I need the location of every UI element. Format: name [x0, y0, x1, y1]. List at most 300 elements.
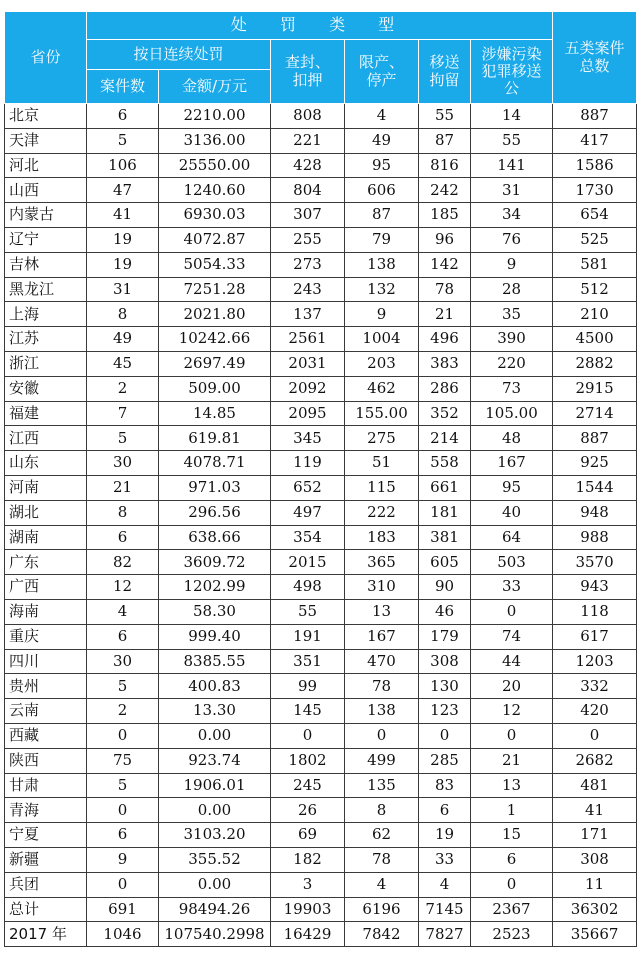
cell-case-count: 30 — [87, 649, 159, 674]
cell-limit-stop: 9 — [345, 302, 419, 327]
table-row — [5, 897, 637, 922]
cell-amount: 4078.71 — [159, 451, 271, 476]
cell-province: 江西 — [5, 426, 87, 451]
cell-seal-seize: 497 — [271, 500, 345, 525]
cell-amount: 98494.26 — [159, 897, 271, 922]
cell-crime-transfer: 76 — [471, 227, 553, 252]
cell-crime-transfer: 2367 — [471, 897, 553, 922]
cell-total-five: 1586 — [553, 153, 637, 178]
cell-seal-seize: 2561 — [271, 327, 345, 352]
table-row — [5, 847, 637, 872]
cell-province: 海南 — [5, 599, 87, 624]
cell-total-five: 41 — [553, 798, 637, 823]
cell-province: 2017 年 — [5, 922, 87, 947]
cell-seal-seize: 498 — [271, 575, 345, 600]
cell-transfer-detain: 496 — [419, 327, 471, 352]
cell-seal-seize: 145 — [271, 699, 345, 724]
cell-seal-seize: 351 — [271, 649, 345, 674]
cell-crime-transfer: 12 — [471, 699, 553, 724]
cell-transfer-detain: 90 — [419, 575, 471, 600]
cell-total-five: 581 — [553, 252, 637, 277]
cell-province: 陕西 — [5, 748, 87, 773]
cell-seal-seize: 119 — [271, 451, 345, 476]
cell-total-five: 887 — [553, 104, 637, 129]
cell-crime-transfer: 13 — [471, 773, 553, 798]
cell-seal-seize: 221 — [271, 128, 345, 153]
cell-amount: 296.56 — [159, 500, 271, 525]
cell-limit-stop: 51 — [345, 451, 419, 476]
cell-seal-seize: 345 — [271, 426, 345, 451]
table-row — [5, 153, 637, 178]
cell-total-five: 887 — [553, 426, 637, 451]
cell-amount: 3609.72 — [159, 550, 271, 575]
cell-province: 河北 — [5, 153, 87, 178]
cell-seal-seize: 137 — [271, 302, 345, 327]
cell-province: 宁夏 — [5, 823, 87, 848]
cell-transfer-detain: 352 — [419, 401, 471, 426]
cell-transfer-detain: 19 — [419, 823, 471, 848]
cell-total-five: 420 — [553, 699, 637, 724]
cell-amount: 25550.00 — [159, 153, 271, 178]
cell-case-count: 0 — [87, 798, 159, 823]
table-header — [5, 12, 637, 104]
cell-province: 兵团 — [5, 872, 87, 897]
cell-crime-transfer: 105.00 — [471, 401, 553, 426]
cell-crime-transfer: 15 — [471, 823, 553, 848]
cell-crime-transfer: 9 — [471, 252, 553, 277]
cell-case-count: 5 — [87, 426, 159, 451]
cell-transfer-detain: 605 — [419, 550, 471, 575]
cell-transfer-detain: 308 — [419, 649, 471, 674]
header-daily-penalty: 按日连续处罚 — [87, 40, 271, 70]
cell-province: 甘肃 — [5, 773, 87, 798]
header-case-count: 案件数 — [87, 70, 159, 104]
cell-case-count: 0 — [87, 872, 159, 897]
cell-transfer-detain: 816 — [419, 153, 471, 178]
cell-province: 青海 — [5, 798, 87, 823]
cell-amount: 1906.01 — [159, 773, 271, 798]
cell-crime-transfer: 167 — [471, 451, 553, 476]
cell-amount: 8385.55 — [159, 649, 271, 674]
penalty-statistics-table — [4, 11, 637, 947]
cell-crime-transfer: 0 — [471, 599, 553, 624]
cell-province: 河南 — [5, 475, 87, 500]
cell-case-count: 6 — [87, 525, 159, 550]
table-row — [5, 475, 637, 500]
cell-case-count: 2 — [87, 699, 159, 724]
table-row — [5, 599, 637, 624]
cell-total-five: 943 — [553, 575, 637, 600]
cell-crime-transfer: 55 — [471, 128, 553, 153]
header-crime-transfer: 涉嫌污染犯罪移送公 — [471, 40, 553, 104]
cell-limit-stop: 183 — [345, 525, 419, 550]
cell-case-count: 21 — [87, 475, 159, 500]
cell-limit-stop: 365 — [345, 550, 419, 575]
cell-crime-transfer: 33 — [471, 575, 553, 600]
cell-transfer-detain: 181 — [419, 500, 471, 525]
cell-case-count: 6 — [87, 624, 159, 649]
cell-amount: 2697.49 — [159, 351, 271, 376]
cell-crime-transfer: 20 — [471, 674, 553, 699]
cell-case-count: 106 — [87, 153, 159, 178]
cell-seal-seize: 191 — [271, 624, 345, 649]
cell-crime-transfer: 6 — [471, 847, 553, 872]
cell-total-five: 1203 — [553, 649, 637, 674]
cell-transfer-detain: 286 — [419, 376, 471, 401]
cell-amount: 7251.28 — [159, 277, 271, 302]
header-transfer-detain: 移送拘留 — [419, 40, 471, 104]
cell-limit-stop: 138 — [345, 252, 419, 277]
cell-crime-transfer: 74 — [471, 624, 553, 649]
cell-limit-stop: 79 — [345, 227, 419, 252]
cell-amount: 1240.60 — [159, 178, 271, 203]
table-row — [5, 575, 637, 600]
cell-limit-stop: 499 — [345, 748, 419, 773]
cell-total-five: 512 — [553, 277, 637, 302]
cell-amount: 400.83 — [159, 674, 271, 699]
cell-transfer-detain: 242 — [419, 178, 471, 203]
cell-province: 总计 — [5, 897, 87, 922]
cell-amount: 58.30 — [159, 599, 271, 624]
cell-seal-seize: 69 — [271, 823, 345, 848]
cell-limit-stop: 0 — [345, 723, 419, 748]
cell-limit-stop: 78 — [345, 674, 419, 699]
cell-seal-seize: 16429 — [271, 922, 345, 947]
cell-crime-transfer: 0 — [471, 872, 553, 897]
cell-transfer-detain: 185 — [419, 203, 471, 228]
cell-case-count: 8 — [87, 302, 159, 327]
table-row — [5, 674, 637, 699]
cell-case-count: 691 — [87, 897, 159, 922]
table-row — [5, 922, 637, 947]
table-row — [5, 624, 637, 649]
cell-seal-seize: 243 — [271, 277, 345, 302]
cell-amount: 107540.2998 — [159, 922, 271, 947]
cell-seal-seize: 273 — [271, 252, 345, 277]
cell-crime-transfer: 73 — [471, 376, 553, 401]
cell-seal-seize: 55 — [271, 599, 345, 624]
cell-province: 山东 — [5, 451, 87, 476]
cell-transfer-detain: 7145 — [419, 897, 471, 922]
cell-limit-stop: 222 — [345, 500, 419, 525]
cell-transfer-detain: 6 — [419, 798, 471, 823]
cell-crime-transfer: 390 — [471, 327, 553, 352]
cell-case-count: 30 — [87, 451, 159, 476]
cell-seal-seize: 2015 — [271, 550, 345, 575]
cell-province: 福建 — [5, 401, 87, 426]
cell-transfer-detain: 179 — [419, 624, 471, 649]
cell-seal-seize: 255 — [271, 227, 345, 252]
cell-total-five: 332 — [553, 674, 637, 699]
cell-case-count: 49 — [87, 327, 159, 352]
table-row — [5, 798, 637, 823]
cell-case-count: 5 — [87, 674, 159, 699]
cell-amount: 971.03 — [159, 475, 271, 500]
cell-province: 云南 — [5, 699, 87, 724]
table-row — [5, 252, 637, 277]
cell-total-five: 925 — [553, 451, 637, 476]
cell-total-five: 0 — [553, 723, 637, 748]
cell-amount: 923.74 — [159, 748, 271, 773]
cell-transfer-detain: 46 — [419, 599, 471, 624]
cell-amount: 4072.87 — [159, 227, 271, 252]
cell-total-five: 617 — [553, 624, 637, 649]
cell-amount: 0.00 — [159, 723, 271, 748]
cell-case-count: 2 — [87, 376, 159, 401]
cell-transfer-detain: 4 — [419, 872, 471, 897]
cell-limit-stop: 13 — [345, 599, 419, 624]
cell-limit-stop: 470 — [345, 649, 419, 674]
cell-amount: 6930.03 — [159, 203, 271, 228]
cell-province: 四川 — [5, 649, 87, 674]
cell-seal-seize: 354 — [271, 525, 345, 550]
cell-limit-stop: 115 — [345, 475, 419, 500]
cell-case-count: 4 — [87, 599, 159, 624]
cell-crime-transfer: 34 — [471, 203, 553, 228]
cell-crime-transfer: 31 — [471, 178, 553, 203]
table-row — [5, 376, 637, 401]
penalty-table-container — [4, 11, 636, 947]
cell-total-five: 3570 — [553, 550, 637, 575]
cell-amount: 1202.99 — [159, 575, 271, 600]
cell-province: 安徽 — [5, 376, 87, 401]
cell-case-count: 5 — [87, 128, 159, 153]
cell-crime-transfer: 21 — [471, 748, 553, 773]
cell-transfer-detain: 142 — [419, 252, 471, 277]
cell-amount: 999.40 — [159, 624, 271, 649]
table-row — [5, 128, 637, 153]
cell-total-five: 654 — [553, 203, 637, 228]
cell-transfer-detain: 33 — [419, 847, 471, 872]
cell-seal-seize: 3 — [271, 872, 345, 897]
cell-total-five: 2915 — [553, 376, 637, 401]
cell-case-count: 7 — [87, 401, 159, 426]
cell-total-five: 2882 — [553, 351, 637, 376]
cell-amount: 3136.00 — [159, 128, 271, 153]
cell-total-five: 36302 — [553, 897, 637, 922]
cell-transfer-detain: 7827 — [419, 922, 471, 947]
cell-total-five: 481 — [553, 773, 637, 798]
cell-transfer-detain: 0 — [419, 723, 471, 748]
cell-limit-stop: 155.00 — [345, 401, 419, 426]
header-total-five: 五类案件总数 — [553, 12, 637, 104]
cell-seal-seize: 182 — [271, 847, 345, 872]
cell-limit-stop: 4 — [345, 872, 419, 897]
table-row — [5, 872, 637, 897]
cell-crime-transfer: 64 — [471, 525, 553, 550]
cell-total-five: 308 — [553, 847, 637, 872]
table-row — [5, 351, 637, 376]
cell-limit-stop: 4 — [345, 104, 419, 129]
cell-province: 湖南 — [5, 525, 87, 550]
cell-transfer-detain: 661 — [419, 475, 471, 500]
cell-province: 新疆 — [5, 847, 87, 872]
cell-crime-transfer: 503 — [471, 550, 553, 575]
cell-transfer-detain: 96 — [419, 227, 471, 252]
table-row — [5, 426, 637, 451]
cell-amount: 619.81 — [159, 426, 271, 451]
cell-province: 山西 — [5, 178, 87, 203]
table-row — [5, 500, 637, 525]
cell-province: 广西 — [5, 575, 87, 600]
table-row — [5, 227, 637, 252]
cell-province: 内蒙古 — [5, 203, 87, 228]
cell-province: 北京 — [5, 104, 87, 129]
cell-case-count: 75 — [87, 748, 159, 773]
cell-limit-stop: 7842 — [345, 922, 419, 947]
cell-province: 黑龙江 — [5, 277, 87, 302]
table-row — [5, 748, 637, 773]
cell-total-five: 35667 — [553, 922, 637, 947]
cell-amount: 14.85 — [159, 401, 271, 426]
cell-total-five: 525 — [553, 227, 637, 252]
cell-seal-seize: 2095 — [271, 401, 345, 426]
header-amount: 金额/万元 — [159, 70, 271, 104]
cell-seal-seize: 428 — [271, 153, 345, 178]
cell-case-count: 8 — [87, 500, 159, 525]
cell-case-count: 0 — [87, 723, 159, 748]
cell-case-count: 31 — [87, 277, 159, 302]
cell-crime-transfer: 48 — [471, 426, 553, 451]
cell-amount: 509.00 — [159, 376, 271, 401]
cell-case-count: 19 — [87, 252, 159, 277]
cell-crime-transfer: 44 — [471, 649, 553, 674]
cell-limit-stop: 135 — [345, 773, 419, 798]
table-row — [5, 203, 637, 228]
cell-transfer-detain: 214 — [419, 426, 471, 451]
table-row — [5, 649, 637, 674]
header-limit-stop: 限产、停产 — [345, 40, 419, 104]
cell-crime-transfer: 0 — [471, 723, 553, 748]
cell-seal-seize: 0 — [271, 723, 345, 748]
cell-amount: 355.52 — [159, 847, 271, 872]
cell-limit-stop: 95 — [345, 153, 419, 178]
cell-limit-stop: 87 — [345, 203, 419, 228]
cell-case-count: 12 — [87, 575, 159, 600]
cell-limit-stop: 462 — [345, 376, 419, 401]
cell-case-count: 82 — [87, 550, 159, 575]
cell-seal-seize: 1802 — [271, 748, 345, 773]
cell-transfer-detain: 83 — [419, 773, 471, 798]
cell-crime-transfer: 35 — [471, 302, 553, 327]
cell-limit-stop: 6196 — [345, 897, 419, 922]
cell-transfer-detain: 130 — [419, 674, 471, 699]
cell-limit-stop: 1004 — [345, 327, 419, 352]
table-row — [5, 451, 637, 476]
cell-crime-transfer: 1 — [471, 798, 553, 823]
cell-crime-transfer: 14 — [471, 104, 553, 129]
cell-limit-stop: 49 — [345, 128, 419, 153]
cell-total-five: 4500 — [553, 327, 637, 352]
cell-province: 西藏 — [5, 723, 87, 748]
cell-seal-seize: 19903 — [271, 897, 345, 922]
cell-crime-transfer: 28 — [471, 277, 553, 302]
cell-seal-seize: 652 — [271, 475, 345, 500]
table-row — [5, 723, 637, 748]
cell-transfer-detain: 381 — [419, 525, 471, 550]
cell-limit-stop: 132 — [345, 277, 419, 302]
cell-crime-transfer: 95 — [471, 475, 553, 500]
cell-transfer-detain: 285 — [419, 748, 471, 773]
table-row — [5, 401, 637, 426]
cell-total-five: 1730 — [553, 178, 637, 203]
cell-transfer-detain: 87 — [419, 128, 471, 153]
cell-province: 吉林 — [5, 252, 87, 277]
cell-total-five: 948 — [553, 500, 637, 525]
cell-seal-seize: 2031 — [271, 351, 345, 376]
cell-limit-stop: 167 — [345, 624, 419, 649]
cell-total-five: 210 — [553, 302, 637, 327]
cell-case-count: 1046 — [87, 922, 159, 947]
cell-amount: 0.00 — [159, 872, 271, 897]
cell-transfer-detain: 78 — [419, 277, 471, 302]
cell-case-count: 19 — [87, 227, 159, 252]
cell-limit-stop: 8 — [345, 798, 419, 823]
table-body — [5, 104, 637, 947]
cell-province: 江苏 — [5, 327, 87, 352]
table-row — [5, 823, 637, 848]
header-seal-seize: 查封、扣押 — [271, 40, 345, 104]
cell-total-five: 2714 — [553, 401, 637, 426]
cell-amount: 3103.20 — [159, 823, 271, 848]
cell-crime-transfer: 2523 — [471, 922, 553, 947]
cell-province: 辽宁 — [5, 227, 87, 252]
cell-case-count: 9 — [87, 847, 159, 872]
cell-case-count: 6 — [87, 823, 159, 848]
cell-province: 湖北 — [5, 500, 87, 525]
table-row — [5, 277, 637, 302]
cell-limit-stop: 275 — [345, 426, 419, 451]
cell-total-five: 2682 — [553, 748, 637, 773]
cell-transfer-detain: 55 — [419, 104, 471, 129]
cell-case-count: 5 — [87, 773, 159, 798]
cell-seal-seize: 245 — [271, 773, 345, 798]
cell-limit-stop: 62 — [345, 823, 419, 848]
cell-total-five: 171 — [553, 823, 637, 848]
cell-amount: 2210.00 — [159, 104, 271, 129]
cell-province: 广东 — [5, 550, 87, 575]
table-row — [5, 773, 637, 798]
cell-amount: 638.66 — [159, 525, 271, 550]
cell-province: 上海 — [5, 302, 87, 327]
cell-seal-seize: 307 — [271, 203, 345, 228]
cell-crime-transfer: 141 — [471, 153, 553, 178]
cell-limit-stop: 78 — [345, 847, 419, 872]
header-penalty-type: 处 罚 类 型 — [87, 12, 553, 40]
cell-total-five: 118 — [553, 599, 637, 624]
cell-seal-seize: 808 — [271, 104, 345, 129]
cell-total-five: 988 — [553, 525, 637, 550]
cell-amount: 10242.66 — [159, 327, 271, 352]
cell-case-count: 45 — [87, 351, 159, 376]
table-row — [5, 699, 637, 724]
cell-amount: 0.00 — [159, 798, 271, 823]
table-row — [5, 302, 637, 327]
cell-province: 浙江 — [5, 351, 87, 376]
cell-total-five: 11 — [553, 872, 637, 897]
table-row — [5, 550, 637, 575]
table-row — [5, 104, 637, 129]
cell-seal-seize: 26 — [271, 798, 345, 823]
cell-seal-seize: 99 — [271, 674, 345, 699]
cell-limit-stop: 138 — [345, 699, 419, 724]
cell-case-count: 6 — [87, 104, 159, 129]
cell-case-count: 47 — [87, 178, 159, 203]
cell-province: 天津 — [5, 128, 87, 153]
cell-amount: 5054.33 — [159, 252, 271, 277]
cell-transfer-detain: 123 — [419, 699, 471, 724]
cell-total-five: 417 — [553, 128, 637, 153]
